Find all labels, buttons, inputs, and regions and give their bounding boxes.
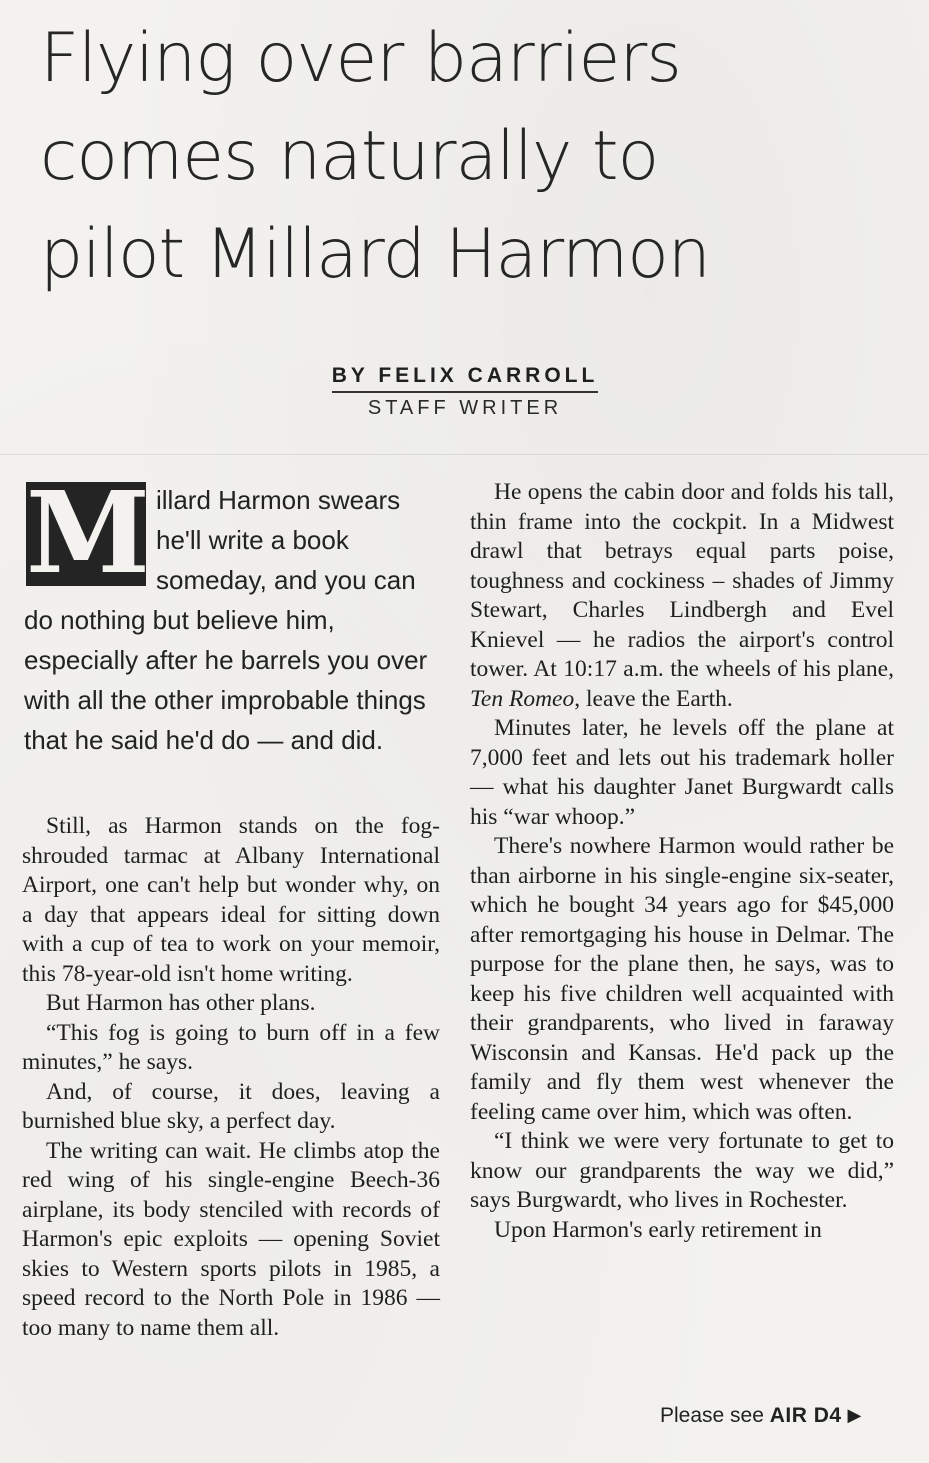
left-paragraph-3: “This fog is going to burn off in a few minutes,” he says.: [22, 1019, 440, 1075]
left-paragraph-2: But Harmon has other plans.: [46, 990, 316, 1016]
fold-line: [0, 454, 929, 455]
left-paragraph-5: The writing can wait. He climbs atop the red wing of his single-engine Beech-36 airplane, its body stenciled with records of Harmon's epic exploits — opening Soviet skies to Western sports pilots in 1985, a speed record to the North Pole in 1986 — too many to name them all.: [22, 1137, 440, 1341]
continuation-prefix: Please see: [660, 1404, 770, 1427]
plane-name: Ten Romeo: [470, 685, 575, 712]
headline-line-3: pilot Millard Harmon: [40, 215, 710, 294]
left-paragraph-1: Still, as Harmon stands on the fog-shrouded tarmac at Albany International Airport, one can't help but wonder why, on a day that appears ideal for sitting down with a cup of tea to work on your memoir, this 78-year-old isn't home writing.: [22, 813, 440, 987]
right-paragraph-2: Minutes later, he levels off the plane at 7,000 feet and lets out his trademark holler — what his daughter Janet Burgwardt calls his “war whoop.”: [470, 715, 894, 830]
lead-text: illard Harmon swears he'll write a book someday, and you can do nothing but believe him, especially after he barrels you over with all the other improbable things that he said he'd do — and did.: [24, 485, 428, 755]
headline: [40, 10, 900, 304]
continuation-line: [660, 1404, 861, 1428]
right-paragraph-3: There's nowhere Harmon would rather be than airborne in his single-engine six-seater, which he bought 34 years ago for $45,000 after remortgaging his house in Delmar. The purpose for the plane then, he says, was to keep his five children well acquainted with their grandparents, who lived in faraway Wisconsin and Kansas. He'd pack up the family and fly them west whenever the feeling came over him, which was often.: [470, 833, 894, 1125]
byline-block: [300, 364, 630, 420]
headline-line-2: comes naturally to: [40, 117, 659, 196]
byline-author: BY FELIX CARROLL: [332, 364, 599, 393]
right-column: [470, 478, 894, 1245]
byline-role: STAFF WRITER: [367, 397, 563, 419]
continuation-ref: AIR D4: [769, 1404, 842, 1427]
right-paragraph-5: Upon Harmon's early retirement in: [494, 1216, 822, 1243]
right-paragraph-1-b: , leave the Earth.: [574, 685, 733, 712]
drop-cap: M: [26, 468, 150, 599]
right-paragraph-4: “I think we were very fortunate to get to know our grandparents the way we did,” says Burgwardt, who lives in Rochester.: [470, 1128, 894, 1213]
right-paragraph-1: [470, 478, 894, 714]
left-paragraph-4: And, of course, it does, leaving a burnished blue sky, a perfect day.: [22, 1078, 440, 1134]
left-column: [22, 812, 440, 1343]
headline-line-1: Flying over barriers: [40, 19, 681, 98]
right-paragraph-1-a: He opens the cabin door and folds his tall, thin frame into the cockpit. In a Midwest drawl that betrays equal parts poise, toughness and cockiness – shades of Jimmy Stewart, Charles Lindbergh and Evel Knievel — he radios the airport's control tower. At 10:17 a.m. the wheels of his plane,: [470, 479, 894, 682]
right-triangle-arrow-icon: ▶: [847, 1405, 862, 1425]
lead-paragraph: [24, 468, 444, 760]
